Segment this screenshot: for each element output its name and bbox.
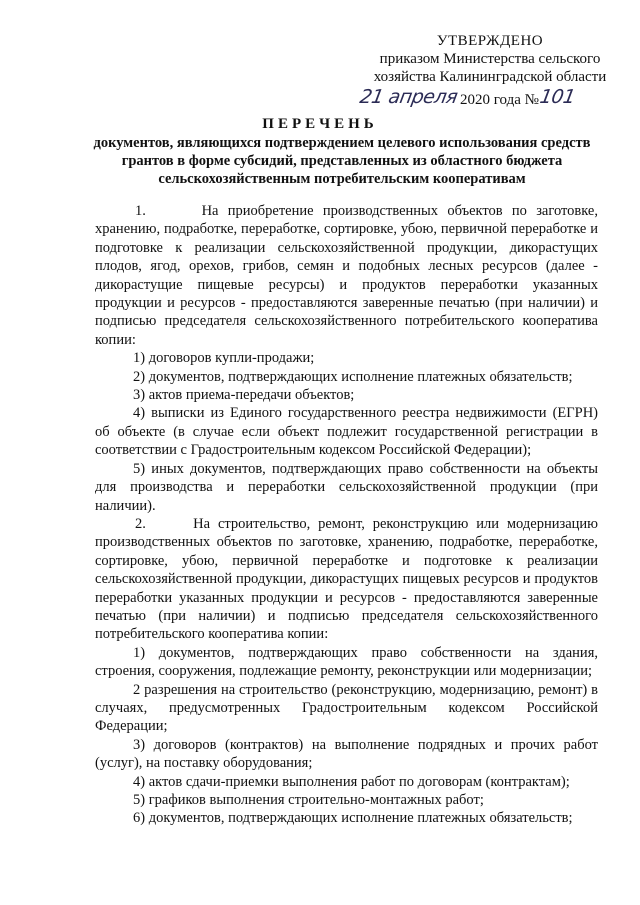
approval-date-line	[358, 86, 610, 110]
approval-title: УТВЕРЖДЕНО	[436, 33, 544, 49]
section-2-item-2: 2 разрешения на строительство (реконструкцию, модернизацию, ремонт) в случаях, предусмотренных Градостроительным кодексом Российской Федерации;	[95, 681, 598, 735]
section-2-item-3: 3) договоров (контрактов) на выполнение подрядных и прочих работ (услуг), на поставку оборудования;	[95, 736, 598, 772]
section-2-item-5: 5) графиков выполнения строительно-монтажных работ;	[133, 792, 484, 808]
approval-date-text: 2020 года №	[460, 92, 539, 108]
approval-line-2: хозяйства Калининградской области	[373, 69, 607, 85]
section-2-item-4: 4) актов сдачи-приемки выполнения работ по договорам (контрактам);	[133, 773, 570, 790]
document-title: ПЕРЕЧЕНЬ	[262, 116, 378, 132]
section-2-item-6: 6) документов, подтверждающих исполнение платежных обязательств;	[133, 810, 573, 827]
section-1-item-3: 3) актов приема-передачи объектов;	[133, 387, 355, 404]
section-1-intro: 1. На приобретение производственных объектов по заготовке, хранению, подработке, переработке, сортировке, убою, первичной переработке и подготовке к реализации сельскохозяйственной продукции, дикорастущих плодов, ягод, орехов, грибов, семян и подобных лесных ресурсов (далее - дикорастущие пищевые ресурсы) и продуктов переработки указанных продукции и ресурсов - предоставляются заверенные печатью (при наличии) и подписью председателя сельскохозяйственного потребительского кооператива копии:	[95, 203, 598, 348]
section-2-intro: 2. На строительство, ремонт, реконструкцию или модернизацию производственных объектов по заготовке, хранению, подработке, переработке, сортировке, убою, первичной переработке и подготовке к реализации сельскохозяйственной продукции, дикорастущих пищевых ресурсов и продуктов переработки указанных продукции и ресурсов - предоставляются заверенные печатью (при наличии) и подписью председателя сельскохозяйственного потребительского кооператива копии:	[95, 515, 598, 643]
approval-line-1: приказом Министерства сельского	[379, 51, 601, 67]
section-1-item-4: 4) выписки из Единого государственного реестра недвижимости (ЕГРН) об объекте (в случае если объект подлежит государственной регистрации в соответствии с Градостроительным кодексом Российской Федерации);	[95, 405, 598, 459]
handwritten-order-number: 101	[538, 86, 577, 108]
document-subtitle: документов, являющихся подтверждением целевого использования средств грантов в форме субсидий, представленных из областного бюджета сельскохозяйственным потребительским кооперативам	[93, 135, 591, 187]
approval-stamp-block	[358, 32, 610, 110]
section-2-item-1: 1) документов, подтверждающих право собственности на здания, строения, сооружения, подлежащие ремонту, реконструкции или модернизации;	[95, 644, 598, 680]
handwritten-date: 21 апреля	[358, 86, 460, 108]
section-1-item-2: 2) документов, подтверждающих исполнение платежных обязательств;	[133, 368, 573, 385]
section-1-item-5: 5) иных документов, подтверждающих право собственности на объекты для производства и переработки сельскохозяйственной продукции (при наличии).	[95, 460, 598, 514]
section-1-item-1: 1) договоров купли-продажи;	[133, 350, 315, 367]
document-body	[95, 202, 598, 828]
